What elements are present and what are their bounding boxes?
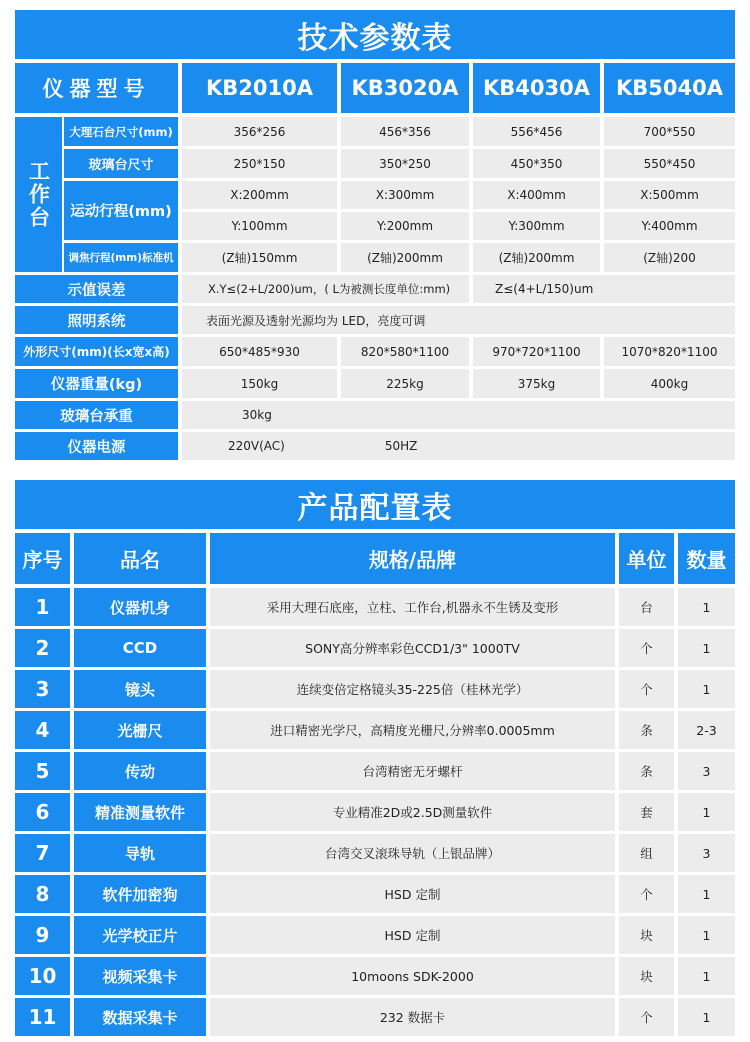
config-row-no: 2	[15, 629, 70, 667]
config-row-unit: 条	[619, 752, 674, 790]
config-row-name: 传动	[74, 752, 206, 790]
config-row-qty: 1	[678, 793, 735, 831]
config-row-name: CCD	[74, 629, 206, 667]
glass-size-kb3020a: 350*250	[341, 149, 469, 178]
glass-size-kb2010a: 250*150	[182, 149, 337, 178]
travel-y-kb5040a: Y:400mm	[604, 212, 735, 240]
dimensions-kb5040a: 1070*820*1100	[604, 337, 735, 366]
config-row-no: 4	[15, 711, 70, 749]
config-row-name: 镜头	[74, 670, 206, 708]
config-row-name: 仪器机身	[74, 588, 206, 626]
config-row-qty: 1	[678, 998, 735, 1036]
config-row-unit: 个	[619, 670, 674, 708]
config-row-unit: 个	[619, 875, 674, 913]
config-row-qty: 1	[678, 588, 735, 626]
lighting-value: 表面光源及透射光源均为 LED，亮度可调	[182, 306, 735, 334]
config-row-no: 11	[15, 998, 70, 1036]
travel-label: 运动行程(mm)	[64, 181, 178, 240]
power-label: 仪器电源	[15, 432, 178, 460]
config-row-no: 10	[15, 957, 70, 995]
config-row-spec: 台湾精密无牙螺杆	[210, 752, 615, 790]
config-row-spec: 10moons SDK-2000	[210, 957, 615, 995]
model-kb3020a: KB3020A	[341, 63, 469, 113]
marble-size-kb3020a: 456*356	[341, 117, 469, 146]
travel-y-kb3020a: Y:200mm	[341, 212, 469, 240]
config-header-no: 序号	[15, 533, 70, 584]
glass-load-label: 玻璃台承重	[15, 401, 178, 429]
glass-load-value: 30kg	[182, 401, 735, 429]
config-row-spec: 连续变倍定格镜头35-225倍（桂林光学）	[210, 670, 615, 708]
focus-travel-kb5040a: (Z轴)200	[604, 243, 735, 272]
weight-label: 仪器重量(kg)	[15, 369, 178, 398]
config-row-unit: 套	[619, 793, 674, 831]
config-row-name: 光学校正片	[74, 916, 206, 954]
config-row-no: 8	[15, 875, 70, 913]
config-row-qty: 1	[678, 670, 735, 708]
travel-x-kb2010a: X:200mm	[182, 181, 337, 209]
marble-size-kb5040a: 700*550	[604, 117, 735, 146]
travel-x-kb5040a: X:500mm	[604, 181, 735, 209]
config-header-qty: 数量	[678, 533, 735, 584]
config-row-spec: 采用大理石底座，立柱、工作台,机器永不生锈及变形	[210, 588, 615, 626]
weight-kb5040a: 400kg	[604, 369, 735, 398]
marble-size-label: 大理石台尺寸(mm)	[64, 117, 178, 146]
glass-size-kb4030a: 450*350	[473, 149, 600, 178]
error-label: 示值误差	[15, 275, 178, 303]
focus-travel-kb2010a: (Z轴)150mm	[182, 243, 337, 272]
dimensions-kb4030a: 970*720*1100	[473, 337, 600, 366]
marble-size-kb2010a: 356*256	[182, 117, 337, 146]
model-kb5040a: KB5040A	[604, 63, 735, 113]
config-row-name: 视频采集卡	[74, 957, 206, 995]
config-row-no: 9	[15, 916, 70, 954]
config-row-spec: SONY高分辨率彩色CCD1/3" 1000TV	[210, 629, 615, 667]
glass-size-label: 玻璃台尺寸	[64, 149, 178, 178]
travel-y-kb4030a: Y:300mm	[473, 212, 600, 240]
config-row-no: 5	[15, 752, 70, 790]
glass-size-kb5040a: 550*450	[604, 149, 735, 178]
config-header-spec: 规格/品牌	[210, 533, 615, 584]
config-row-spec: 进口精密光学尺，高精度光栅尺,分辨率0.0005mm	[210, 711, 615, 749]
config-row-name: 精准测量软件	[74, 793, 206, 831]
config-row-spec: 台湾交叉滚珠导轨（上银品牌）	[210, 834, 615, 872]
dimensions-label: 外形尺寸(mm)(长x宽x高)	[15, 337, 178, 366]
power-voltage: 220V(AC)	[228, 439, 285, 453]
focus-travel-kb3020a: (Z轴)200mm	[341, 243, 469, 272]
config-header-name: 品名	[74, 533, 206, 584]
weight-kb4030a: 375kg	[473, 369, 600, 398]
workbench-label: 工作台	[15, 117, 62, 272]
config-row-no: 1	[15, 588, 70, 626]
config-row-qty: 1	[678, 875, 735, 913]
travel-y-kb2010a: Y:100mm	[182, 212, 337, 240]
config-row-no: 3	[15, 670, 70, 708]
config-row-qty: 3	[678, 752, 735, 790]
error-xy-value: X.Y≤(2+L/200)um，( L为被测长度单位:mm)	[182, 275, 469, 303]
spec-table-title: 技术参数表	[15, 10, 735, 59]
weight-kb3020a: 225kg	[341, 369, 469, 398]
model-kb4030a: KB4030A	[473, 63, 600, 113]
focus-travel-kb4030a: (Z轴)200mm	[473, 243, 600, 272]
config-row-unit: 组	[619, 834, 674, 872]
config-row-spec: 专业精准2D或2.5D测量软件	[210, 793, 615, 831]
config-row-name: 软件加密狗	[74, 875, 206, 913]
model-header-label: 仪器型号	[15, 63, 178, 113]
lighting-label: 照明系统	[15, 306, 178, 334]
dimensions-kb3020a: 820*580*1100	[341, 337, 469, 366]
config-header-unit: 单位	[619, 533, 674, 584]
model-kb2010a: KB2010A	[182, 63, 337, 113]
travel-x-kb3020a: X:300mm	[341, 181, 469, 209]
config-row-no: 6	[15, 793, 70, 831]
config-row-unit: 条	[619, 711, 674, 749]
config-row-unit: 块	[619, 916, 674, 954]
power-value	[182, 432, 735, 460]
config-row-unit: 台	[619, 588, 674, 626]
config-row-unit: 块	[619, 957, 674, 995]
config-row-qty: 3	[678, 834, 735, 872]
config-row-qty: 2-3	[678, 711, 735, 749]
config-row-unit: 个	[619, 629, 674, 667]
config-row-name: 光栅尺	[74, 711, 206, 749]
config-row-qty: 1	[678, 629, 735, 667]
config-row-spec: 232 数据卡	[210, 998, 615, 1036]
travel-x-kb4030a: X:400mm	[473, 181, 600, 209]
config-row-name: 导轨	[74, 834, 206, 872]
power-frequency: 50HZ	[384, 439, 418, 453]
weight-kb2010a: 150kg	[182, 369, 337, 398]
config-row-spec: HSD 定制	[210, 875, 615, 913]
config-table-title: 产品配置表	[15, 480, 735, 529]
config-row-qty: 1	[678, 916, 735, 954]
config-row-name: 数据采集卡	[74, 998, 206, 1036]
config-row-qty: 1	[678, 957, 735, 995]
focus-travel-label: 调焦行程(mm)标准机	[64, 243, 178, 272]
marble-size-kb4030a: 556*456	[473, 117, 600, 146]
dimensions-kb2010a: 650*485*930	[182, 337, 337, 366]
config-row-spec: HSD 定制	[210, 916, 615, 954]
error-z-value: Z≤(4+L/150)um	[473, 275, 735, 303]
config-row-unit: 个	[619, 998, 674, 1036]
config-row-no: 7	[15, 834, 70, 872]
